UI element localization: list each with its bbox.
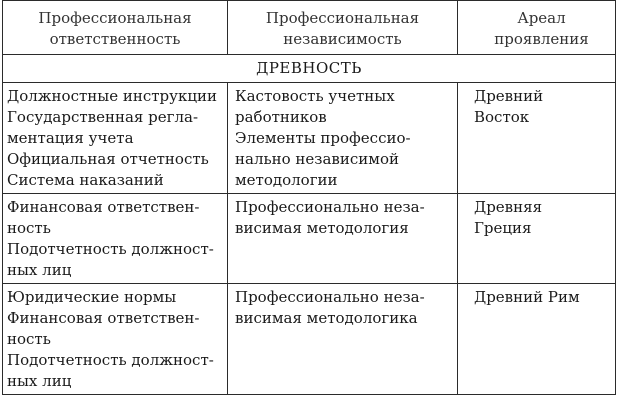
cell-text: работников xyxy=(235,108,327,126)
header-cell-responsibility xyxy=(3,1,228,55)
independence-cell xyxy=(228,284,458,395)
professional-responsibility-table xyxy=(2,0,616,395)
cell-text: ных лиц xyxy=(7,372,72,390)
cell-text: Профессионально неза- xyxy=(235,198,425,216)
table-header-row xyxy=(3,1,616,55)
responsibility-cell xyxy=(3,284,228,395)
cell-text: Кастовость учетных xyxy=(235,87,395,105)
cell-text: Восток xyxy=(474,108,530,126)
header-text: Ареал xyxy=(517,8,566,27)
header-text: независимость xyxy=(283,29,402,48)
cell-text: Финансовая ответствен- xyxy=(7,309,200,327)
cell-text: Юридические нормы xyxy=(7,288,177,306)
table-row xyxy=(3,194,616,284)
header-text: Профессиональная xyxy=(265,8,420,27)
table-row xyxy=(3,83,616,194)
cell-text: Финансовая ответствен- xyxy=(7,198,200,216)
independence-cell xyxy=(228,83,458,194)
header-text: проявления xyxy=(494,29,589,48)
area-cell xyxy=(458,83,616,194)
header-cell-independence xyxy=(228,1,458,55)
cell-text: Профессионально неза- xyxy=(235,288,425,306)
era-label: ДРЕВНОСТЬ xyxy=(3,55,616,83)
header-text: ответственность xyxy=(49,29,181,48)
cell-text: висимая методология xyxy=(235,219,409,237)
cell-text: Элементы профессио- xyxy=(235,129,411,147)
responsibility-cell xyxy=(3,194,228,284)
independence-cell xyxy=(228,194,458,284)
header-text: Профессиональная xyxy=(38,8,192,27)
area-cell xyxy=(458,284,616,395)
cell-text: Древний xyxy=(474,87,544,105)
cell-text: Должностные инструкции xyxy=(7,87,217,105)
area-cell xyxy=(458,194,616,284)
cell-text: Государственная регла- xyxy=(7,108,199,126)
cell-text: ментация учета xyxy=(7,129,134,147)
cell-text: ных лиц xyxy=(7,261,72,279)
cell-text: Греция xyxy=(474,219,532,237)
cell-text: ность xyxy=(7,330,51,348)
header-cell-area xyxy=(458,1,616,55)
cell-text: Подотчетность должност- xyxy=(7,240,214,258)
cell-text: висимая методологика xyxy=(235,309,418,327)
cell-text: ность xyxy=(7,219,51,237)
table-row xyxy=(3,284,616,395)
cell-text: методологии xyxy=(235,171,338,189)
cell-text: Система наказаний xyxy=(7,171,164,189)
cell-text: Древний Рим xyxy=(474,288,580,306)
cell-text: нально независимой xyxy=(235,150,399,168)
cell-text: Официальная отчетность xyxy=(7,150,209,168)
responsibility-cell xyxy=(3,83,228,194)
cell-text: Древняя xyxy=(474,198,543,216)
era-row xyxy=(3,55,616,83)
cell-text: Подотчетность должност- xyxy=(7,351,214,369)
